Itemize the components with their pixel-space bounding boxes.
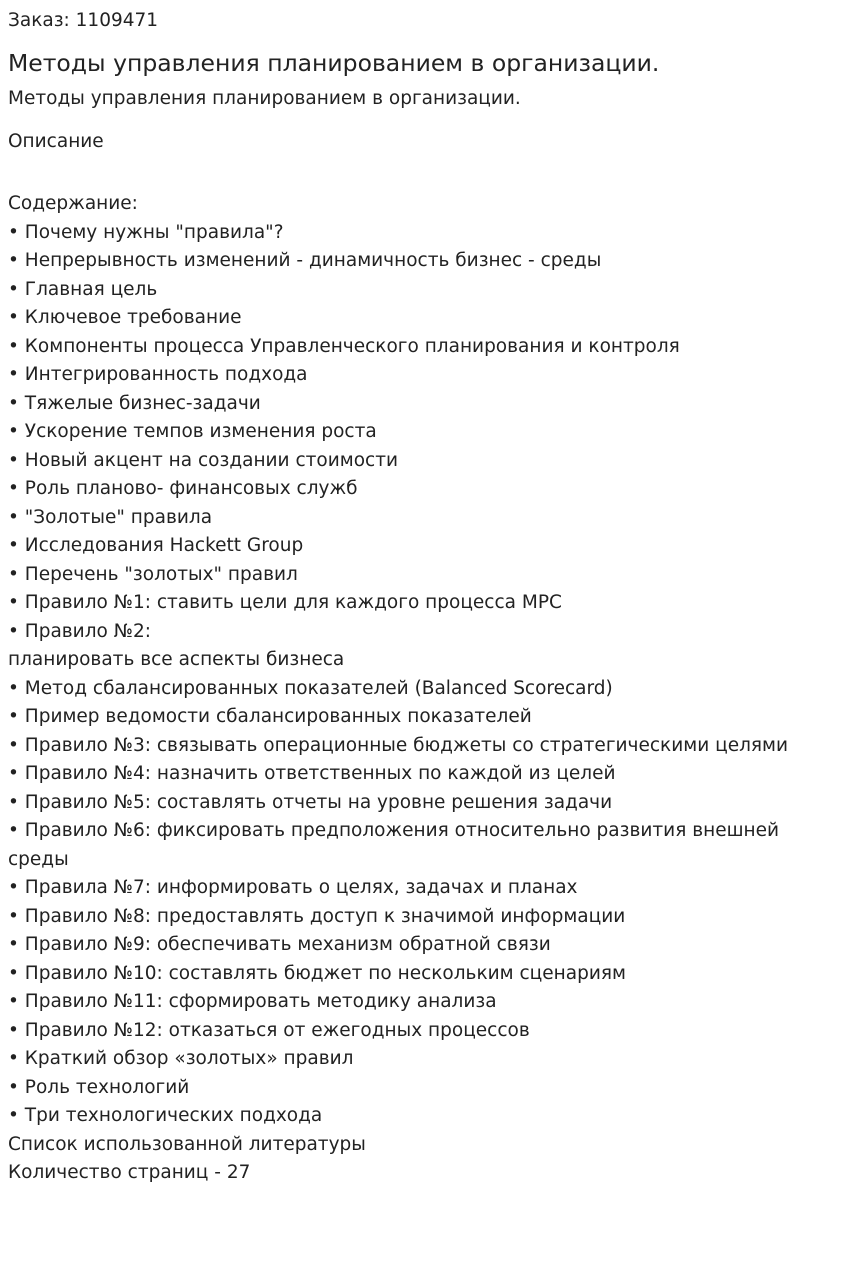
contents-item: • Новый акцент на создании стоимости xyxy=(8,449,398,471)
contents-section xyxy=(8,190,828,1188)
bibliography-line: Список использованной литературы xyxy=(8,1133,366,1155)
contents-item: • Правило №5: составлять отчеты на уровне решения задачи xyxy=(8,791,613,813)
contents-item: • Краткий обзор «золотых» правил xyxy=(8,1048,354,1069)
contents-item: • Роль технологий xyxy=(8,1076,190,1098)
description-heading: Описание xyxy=(8,131,104,152)
contents-item: • Компоненты процесса Управленческого планирования и контроля xyxy=(8,335,680,357)
contents-item: • Тяжелые бизнес-задачи xyxy=(8,392,261,414)
contents-item: • Интегрированность подхода xyxy=(8,364,308,385)
contents-heading: Содержание: xyxy=(8,193,138,214)
contents-item: • Исследования Hackett Group xyxy=(8,535,304,556)
page-title: Методы управления планированием в организации. xyxy=(8,49,660,77)
contents-item: • Правило №4: назначить ответственных по каждой из целей xyxy=(8,763,616,784)
contents-item: • Правило №2: xyxy=(8,620,151,642)
contents-item: • Правила №7: информировать о целях, задачах и планах xyxy=(8,877,578,898)
contents-item: • Пример ведомости сбалансированных показателей xyxy=(8,706,532,727)
contents-item: • Правило №10: составлять бюджет по нескольким сценариям xyxy=(8,962,626,984)
contents-item: • Правило №11: сформировать методику анализа xyxy=(8,991,497,1012)
contents-item: • Правило №6: фиксировать предположения относительно развития внешней среды xyxy=(8,820,780,870)
contents-item: • Правило №1: ставить цели для каждого процесса МРС xyxy=(8,592,562,613)
contents-item: • Непрерывность изменений - динамичность бизнес - среды xyxy=(8,250,602,271)
contents-item: • Ускорение темпов изменения роста xyxy=(8,421,377,442)
contents-item: • Правило №12: отказаться от ежегодных процессов xyxy=(8,1019,530,1041)
contents-item: • Перечень "золотых" правил xyxy=(8,563,298,585)
contents-item: • Почему нужны "правила"? xyxy=(8,221,284,243)
page-count: Количество страниц - 27 xyxy=(8,1162,251,1183)
contents-item: • Правило №9: обеспечивать механизм обратной связи xyxy=(8,934,551,955)
contents-item: • Правило №3: связывать операционные бюджеты со стратегическими целями xyxy=(8,734,789,756)
contents-list xyxy=(8,219,828,1131)
contents-item: • Метод сбалансированных показателей (Balanced Scorecard) xyxy=(8,677,613,699)
contents-item: • Правило №8: предоставлять доступ к значимой информации xyxy=(8,905,626,927)
contents-item: • Главная цель xyxy=(8,278,158,300)
contents-item: планировать все аспекты бизнеса xyxy=(8,649,345,670)
contents-item: • Три технологических подхода xyxy=(8,1105,323,1126)
order-number: Заказ: 1109471 xyxy=(8,10,159,31)
subtitle: Методы управления планированием в организации. xyxy=(8,88,521,109)
contents-item: • Роль планово- финансовых служб xyxy=(8,478,358,499)
contents-item: • "Золотые" правила xyxy=(8,506,213,528)
contents-item: • Ключевое требование xyxy=(8,307,242,328)
